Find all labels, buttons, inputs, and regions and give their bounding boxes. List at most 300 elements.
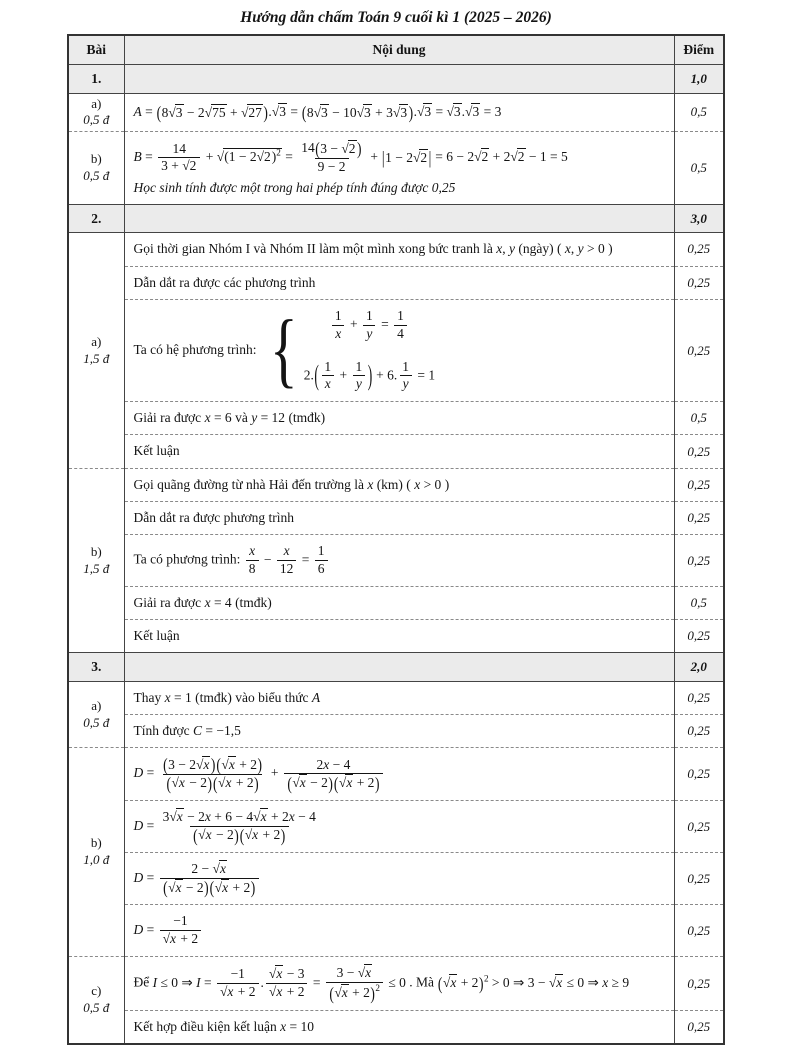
paren-group: [209, 877, 256, 898]
content-cell: [124, 468, 674, 501]
content-cell: [124, 905, 674, 957]
radical-sign: √: [221, 756, 228, 772]
open-paren: (: [437, 973, 443, 994]
content-cell: [124, 266, 674, 299]
denominator: √x + 2: [266, 983, 308, 1001]
open-paren: (: [209, 877, 215, 898]
denominator: √x + 2: [217, 983, 259, 1001]
equation-system: [269, 302, 436, 397]
part-points: 0,5 đ: [83, 112, 110, 128]
doc-title: Hướng dẫn chấm Toán 9 cuối kì 1 (2025 – 2026): [240, 9, 552, 26]
sqrt: [196, 756, 210, 772]
section-label-row: [68, 653, 724, 682]
radical-sign: √: [162, 931, 170, 947]
radicand: 2: [348, 140, 356, 156]
radicand: x: [276, 984, 283, 1000]
close-paren: ): [408, 102, 414, 123]
close-paren: ): [263, 102, 268, 123]
fraction: [399, 359, 412, 394]
radicand: 3: [364, 104, 371, 120]
close-paren: ): [374, 772, 380, 794]
radicand: x: [365, 965, 372, 981]
radical-sign: √: [214, 879, 222, 895]
text-run: và: [231, 410, 252, 426]
part-points: 1,5 đ: [83, 350, 110, 366]
denominator: [326, 982, 383, 1002]
radicand: 75: [212, 104, 226, 120]
denominator: y: [400, 375, 412, 393]
sqrt: [205, 104, 227, 120]
text-run: Tính được: [133, 723, 193, 739]
paren-content: 3 − √2: [320, 140, 356, 156]
content-line: [134, 722, 665, 740]
score-cell: 0,25: [674, 853, 724, 905]
radical-sign: √: [171, 775, 178, 791]
text-run: Thay: [133, 689, 165, 705]
section-empty-cell: [124, 65, 674, 94]
numerator: 2 − √x: [191, 861, 226, 877]
table-row: [68, 266, 724, 299]
math-expression: x: [367, 476, 374, 492]
radicand: 3: [279, 103, 286, 119]
sqrt: [245, 826, 259, 842]
close-paren: ): [478, 973, 484, 994]
score-cell: 0,25: [674, 748, 724, 801]
content-line: [134, 240, 665, 258]
sqrt: [257, 148, 272, 164]
numerator: 3√x − 2x + 6 − 4√x + 2x − 4: [162, 808, 316, 824]
text-run: (tmđk): [231, 594, 272, 610]
close-paren: ): [234, 825, 239, 846]
text-run: Dẫn dắt ra được các phương trình: [133, 274, 316, 290]
math-expression: D = 3√x − 2x + 6 − 4√x + 2x − 4 ( √x − 2 ) ( √x + 2 ): [134, 818, 321, 833]
content-cell: [124, 93, 674, 132]
part-letter: b): [90, 543, 102, 559]
paren-content: √x + 2: [218, 775, 254, 791]
content-cell: [124, 620, 674, 653]
radical-sign: √: [253, 808, 260, 824]
math-expression: x, y: [496, 241, 516, 257]
radicand: x: [341, 985, 348, 1001]
fraction: [160, 913, 202, 948]
superscript: 2: [483, 973, 489, 984]
content-line: [134, 509, 665, 527]
score-cell: 0,5: [674, 93, 724, 132]
part-points: 0,5 đ: [83, 1000, 110, 1016]
sqrt: [269, 965, 283, 981]
fraction: [277, 543, 297, 578]
paren-group: [381, 149, 431, 167]
part-points: 1,0 đ: [83, 852, 110, 868]
numerator: 1: [355, 358, 363, 374]
text-run: Giải ra được: [133, 594, 205, 610]
section-empty-cell: [124, 653, 674, 682]
close-paren: |: [428, 147, 432, 168]
fraction: [332, 308, 345, 343]
denominator: [284, 772, 383, 794]
system-lines: [304, 307, 435, 395]
table-row: [68, 620, 724, 653]
numerator: x: [283, 543, 290, 559]
text-run: Ta có hệ phương trình:: [133, 341, 260, 357]
content-line: [134, 139, 665, 176]
sqrt: [510, 148, 525, 164]
fraction: [363, 308, 376, 343]
content-line: [134, 860, 665, 897]
grading-table: [67, 34, 725, 1045]
content-cell: [124, 586, 674, 619]
content-cell: [124, 299, 674, 402]
content-line: [134, 274, 665, 292]
math-expression: $\frac{1}{x}$ + $\frac{1}{y}$ = $\frac{1}{4}$: [330, 307, 409, 344]
system-brace: {: [269, 302, 298, 397]
numerator: 3 − √x: [336, 965, 372, 981]
radical-sign: √: [271, 103, 279, 119]
numerator: 1: [397, 307, 404, 323]
content-line: [134, 409, 665, 427]
radicand: 3: [424, 103, 432, 119]
content-cell: [124, 957, 674, 1011]
close-paren: ): [204, 877, 209, 898]
math-expression: B = $\frac{14}{3 + √2}$ + $√(1 - 2√2)^2$ = 14 ( 3 − √2 ) 9 − 2 + | 1 − 2√2 | = 6 − 2√2 + 2√2 − 1 = 5: [133, 138, 568, 174]
content-line: [134, 964, 665, 1003]
radicand: 2: [481, 149, 489, 165]
math-expression: ( √x + 2 ) $^2$ > 0 ⇒ 3 − √x ≤ 0 ⇒ x ≥ 9: [437, 973, 630, 994]
radical-sign: √: [357, 965, 365, 981]
score-cell: 0,5: [674, 132, 724, 204]
sqrt: [272, 103, 287, 119]
sqrt: [393, 104, 408, 120]
open-paren: (: [163, 877, 168, 898]
superscript: 2: [375, 983, 380, 994]
numerator: 1: [334, 307, 342, 323]
denominator: [163, 774, 262, 792]
radicand: x: [556, 974, 563, 990]
section-total-score-cell: 1,0: [674, 65, 724, 94]
close-paren: ): [367, 359, 373, 392]
table-row: [68, 853, 724, 905]
content-line: [134, 1018, 665, 1036]
score-cell: 0,25: [674, 233, 724, 266]
content-line: [134, 689, 665, 707]
text-run: Kết hợp điều kiện kết luận: [133, 1018, 281, 1034]
sqrt: [217, 148, 282, 164]
part-points: 0,5 đ: [83, 714, 110, 730]
sqrt: [241, 104, 263, 120]
sqrt: [314, 104, 329, 120]
paren-content: 3 − 2√x: [168, 756, 210, 772]
math-expression: D = 2 − √x ( √x − 2 ) ( √x + 2 ): [134, 870, 261, 885]
text-run: ): [441, 476, 450, 492]
content-cell: [124, 402, 674, 435]
part-label-cell: [68, 93, 124, 132]
superscript: 2: [276, 147, 281, 158]
radicand: x: [203, 756, 210, 772]
paren-group: [163, 754, 216, 775]
sqrt: [221, 756, 235, 772]
radical-sign: √: [392, 104, 400, 120]
open-paren: (: [301, 102, 307, 123]
open-paren: (: [333, 772, 339, 794]
sqrt: [218, 774, 232, 790]
math-expression: x = 4: [204, 594, 232, 610]
radicand: 3: [472, 103, 480, 119]
numerator: 1: [317, 543, 325, 559]
fraction: [315, 543, 328, 578]
radicand: x: [225, 775, 232, 791]
denominator: 4: [394, 325, 407, 343]
open-paren: (: [239, 825, 245, 846]
radicand: x: [205, 827, 212, 843]
open-paren: (: [315, 138, 320, 160]
score-cell: 0,25: [674, 535, 724, 587]
radical-sign: √: [218, 775, 225, 791]
numerator: −1: [173, 913, 188, 929]
paren-content: √x + 2: [221, 756, 257, 772]
radicand: 3: [175, 104, 183, 120]
table-row: [68, 132, 724, 204]
text-run: (ngày) (: [515, 241, 565, 257]
paren-content: √x − 2: [168, 879, 204, 895]
denominator: [190, 826, 289, 844]
table-row: [68, 586, 724, 619]
math-expression: y = 12: [251, 410, 286, 426]
radical-sign: √: [292, 774, 299, 790]
sqrt: [198, 826, 212, 842]
part-label-cell: [68, 957, 124, 1044]
radicand: x: [170, 931, 177, 947]
sqrt: [358, 964, 372, 980]
denominator: √x + 2: [160, 930, 202, 948]
radicand: x: [228, 756, 235, 772]
paren-group: [193, 827, 240, 844]
math-expression: $\frac{x}{8}$ − $\frac{x}{12}$ = $\frac{1}{6}$: [244, 552, 330, 567]
fraction: [284, 757, 383, 792]
sqrt: [220, 983, 234, 999]
col-header-diem: Điểm: [674, 35, 724, 65]
part-letter: a): [91, 333, 102, 349]
denominator: y: [363, 325, 375, 343]
table-row: [68, 501, 724, 534]
score-cell: 0,25: [674, 715, 724, 748]
table-row: [68, 435, 724, 468]
open-paren: (: [213, 773, 218, 794]
table-row: [68, 402, 724, 435]
paren-content: $\frac{1}{x}$ + $\frac{1}{y}$: [319, 358, 367, 395]
paren-group: [315, 138, 362, 160]
table-row: [68, 905, 724, 957]
sqrt: [215, 879, 229, 895]
content-cell: [124, 233, 674, 266]
open-paren: (: [329, 982, 334, 1004]
content-line: [134, 103, 665, 122]
radical-sign: √: [446, 103, 453, 119]
sqrt: [413, 149, 428, 165]
math-expression: x > 0: [414, 476, 442, 492]
radical-sign: √: [412, 149, 420, 165]
radical-sign: √: [196, 756, 203, 772]
sqrt: [168, 879, 182, 895]
open-paren: (: [193, 825, 198, 846]
open-paren: (: [166, 773, 171, 794]
radicand: x: [260, 808, 267, 824]
close-paren: ): [207, 773, 213, 794]
close-paren: ): [250, 877, 256, 898]
part-letter: b): [90, 835, 102, 851]
radicand: 3: [400, 104, 408, 120]
radicand: 3: [320, 104, 328, 120]
text-run: Học sinh tính được một trong hai phép tính đúng được 0,25: [133, 179, 456, 195]
sqrt: [339, 774, 353, 790]
math-expression: C = −1,5: [192, 723, 241, 739]
radical-sign: √: [169, 808, 176, 824]
denominator: x: [322, 375, 334, 393]
content-line: [134, 627, 665, 645]
radical-sign: √: [548, 974, 556, 990]
radical-sign: √: [182, 158, 189, 174]
radicand: 2: [189, 158, 197, 174]
paren-group: [287, 772, 334, 794]
fraction: [160, 809, 319, 844]
section-label-row: [68, 65, 724, 94]
sqrt: [182, 157, 197, 173]
paren-group: [314, 358, 373, 395]
content-cell: [124, 501, 674, 534]
score-cell: 0,5: [674, 586, 724, 619]
numerator: 1: [324, 358, 332, 374]
close-paren: ): [254, 773, 259, 794]
math-expression: A: [311, 689, 321, 705]
table-row: [68, 468, 724, 501]
radical-sign: √: [240, 104, 248, 120]
content-cell: [124, 535, 674, 587]
sqrt: [292, 774, 306, 790]
paren-content: 8√3 − 2√75 + √27: [161, 104, 262, 120]
table-row: [68, 715, 724, 748]
radical-sign: √: [168, 879, 175, 895]
numerator: 14: [172, 140, 187, 156]
paren-group: [329, 982, 376, 1004]
part-letter: a): [91, 95, 102, 111]
radical-sign: √: [338, 774, 346, 790]
math-expression: x = 10: [280, 1018, 314, 1034]
denominator: 6: [315, 560, 328, 578]
text-run: Ta có phương trình:: [133, 551, 244, 567]
sqrt: [168, 104, 183, 120]
paren-group: [216, 754, 263, 775]
part-label-cell: [68, 681, 124, 747]
sqrt: [417, 103, 432, 119]
sqrt: [253, 808, 267, 824]
content-line: [134, 542, 665, 579]
table-row: [68, 535, 724, 587]
open-paren: (: [314, 359, 319, 392]
open-paren: (: [287, 772, 292, 794]
text-run: Gọi thời gian Nhóm I và Nhóm II làm một mình xong bức tranh là: [133, 241, 497, 257]
radicand: x: [299, 774, 306, 790]
section-label-row: [68, 204, 724, 233]
fraction: [160, 861, 259, 896]
denominator: 9 − 2: [315, 158, 349, 176]
text-run: ): [604, 241, 613, 257]
sqrt: [213, 860, 227, 876]
score-cell: 0,25: [674, 681, 724, 714]
math-expression: x, y > 0: [564, 241, 605, 257]
denominator: 3 + √2: [158, 157, 200, 175]
radicand: $(1 - 2√2)^2$: [224, 147, 281, 165]
paren-content: √x + 2: [244, 827, 281, 843]
content-cell: [124, 715, 674, 748]
radicand: x: [178, 775, 185, 791]
close-paren: ): [357, 138, 362, 160]
numerator: [160, 756, 266, 773]
numerator: 14 ( 3 − √2 ): [301, 138, 362, 160]
table-row: [68, 1010, 724, 1044]
text-run: Để: [133, 974, 153, 990]
radical-sign: √: [268, 966, 276, 982]
score-cell: 0,25: [674, 800, 724, 852]
sqrt: [163, 930, 177, 946]
content-line: [134, 594, 665, 612]
score-cell: 0,25: [674, 1010, 724, 1044]
radical-sign: √: [341, 140, 348, 156]
numerator: −1: [230, 966, 245, 982]
numerator: √x − 3: [268, 966, 305, 982]
radical-sign: √: [510, 149, 517, 165]
sqrt: [357, 104, 372, 120]
radical-sign: √: [168, 104, 175, 120]
open-paren: |: [381, 147, 385, 168]
sqrt: [447, 103, 462, 119]
text-run: Giải ra được: [133, 410, 205, 426]
open-paren: (: [156, 102, 162, 123]
text-run: (tmđk) vào biểu thức: [191, 689, 312, 705]
table-row: [68, 233, 724, 266]
math-expression: I ≤ 0 ⇒ I = $\frac{-1}{√x + 2}$ . $\frac{√x - 3}{√x + 2}$ = 3 − √x ( √x + 2 ) $^2$ ≤ 0: [152, 965, 406, 1004]
radical-sign: √: [198, 827, 205, 843]
sqrt: [549, 974, 563, 990]
table-row: [68, 957, 724, 1011]
radical-sign: √: [244, 827, 252, 843]
score-cell: 0,5: [674, 402, 724, 435]
radical-sign: √: [442, 975, 450, 991]
radicand: x: [222, 879, 229, 895]
fraction: [326, 965, 383, 1002]
paren-group: [166, 775, 213, 792]
text-run: Kết luận: [133, 443, 180, 459]
radical-sign: √: [212, 861, 219, 877]
denominator: x: [332, 325, 344, 343]
content-cell: [124, 1010, 674, 1044]
content-line: [134, 442, 665, 460]
content-cell: [124, 853, 674, 905]
table-row: [68, 748, 724, 801]
content-line: [134, 476, 665, 494]
score-cell: 0,25: [674, 620, 724, 653]
section-total-score-cell: 2,0: [674, 653, 724, 682]
fraction: [160, 756, 266, 792]
fraction: [217, 966, 259, 1001]
denominator: y: [353, 375, 365, 393]
math-expression: A = ( 8√3 − 2√75 + √27 ) .√3 = ( 8√3 − 10√3 + 3√3 ) .√3 = √3.√3 = 3: [133, 102, 502, 123]
paren-group: [163, 877, 210, 898]
fraction: [246, 543, 259, 578]
sqrt: [334, 984, 348, 1000]
table-row: [68, 681, 724, 714]
paren-group: [301, 104, 413, 122]
radicand: x: [227, 984, 234, 1000]
close-paren: ): [280, 825, 286, 846]
